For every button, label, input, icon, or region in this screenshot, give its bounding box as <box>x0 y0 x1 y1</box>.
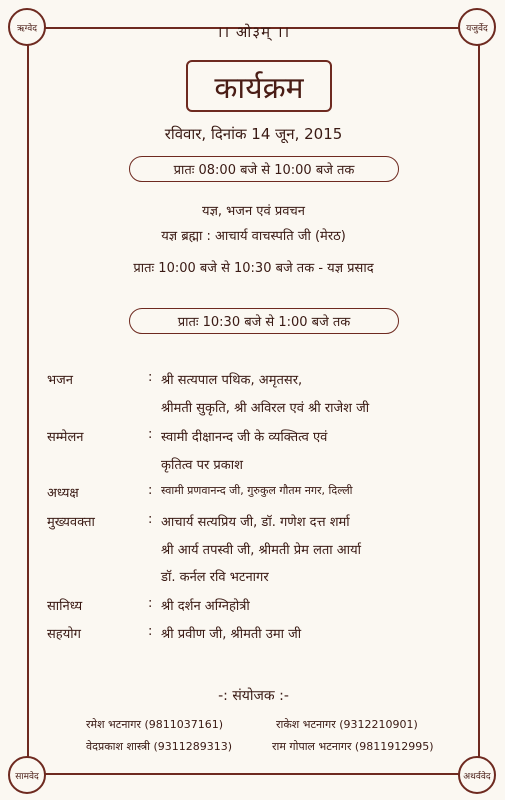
program-value-cont: डॉ. कर्नल रवि भटनागर <box>161 570 269 585</box>
program-key: सानिध्य <box>47 599 83 614</box>
separator: : <box>148 427 153 442</box>
sanyojak-heading: -: संयोजक :- <box>218 688 289 704</box>
program-key: सहयोग <box>47 627 81 642</box>
corner-samaveda: सामवेद <box>8 756 46 794</box>
page-title: कार्यक्रम <box>186 60 332 112</box>
session1-line: यज्ञ, भजन एवं प्रवचन <box>202 204 305 219</box>
contact-entry: राकेश भटनागर (9312210901) <box>276 718 418 731</box>
program-value: श्री प्रवीण जी, श्रीमती उमा जी <box>161 627 302 642</box>
program-key: अध्यक्ष <box>47 486 79 501</box>
corner-atharvaveda: अथर्ववेद <box>458 756 496 794</box>
session2-time: प्रातः 10:30 बजे से 1:00 बजे तक <box>129 308 399 334</box>
program-key: मुख्यवक्ता <box>47 515 95 530</box>
contact-entry: रमेश भटनागर (9811037161) <box>86 718 224 731</box>
session1-line: यज्ञ ब्रह्मा : आचार्य वाचस्पति जी (मेरठ) <box>161 229 346 244</box>
program-value: आचार्य सत्यप्रिय जी, डॉ. गणेश दत्त शर्मा <box>161 515 350 530</box>
contact-entry: राम गोपाल भटनागर (9811912995) <box>272 740 434 753</box>
session1-time: प्रातः 08:00 बजे से 10:00 बजे तक <box>129 156 399 182</box>
separator: : <box>148 370 153 385</box>
invocation: ।। ओ३म् ।। <box>216 23 291 41</box>
event-date: रविवार, दिनांक 14 जून, 2015 <box>164 125 343 143</box>
program-value-cont: श्रीमती सुकृति, श्री अविरल एवं श्री राजेश जी <box>161 401 370 416</box>
separator: : <box>148 483 153 498</box>
program-value-cont: कृतित्व पर प्रकाश <box>161 458 243 473</box>
separator: : <box>148 512 153 527</box>
contact-entry: वेदप्रकाश शास्त्री (9311289313) <box>86 740 233 753</box>
program-value-cont: श्री आर्य तपस्वी जी, श्रीमती प्रेम लता आर्या <box>161 543 361 558</box>
separator: : <box>148 596 153 611</box>
corner-rigveda: ऋग्वेद <box>8 8 46 46</box>
separator: : <box>148 624 153 639</box>
program-key: सम्मेलन <box>47 430 84 445</box>
corner-yajurveda: यजुर्वेद <box>458 8 496 46</box>
program-value: श्री दर्शन अग्निहोत्री <box>161 599 250 614</box>
program-value: श्री सत्यपाल पथिक, अमृतसर, <box>161 373 303 388</box>
program-key: भजन <box>47 373 74 388</box>
session1-line: प्रातः 10:00 बजे से 10:30 बजे तक - यज्ञ प्रसाद <box>133 261 374 276</box>
program-value: स्वामी प्रणवानन्द जी, गुरुकुल गौतम नगर, दिल्ली <box>161 484 353 497</box>
program-value: स्वामी दीक्षानन्द जी के व्यक्तित्व एवं <box>161 430 328 445</box>
